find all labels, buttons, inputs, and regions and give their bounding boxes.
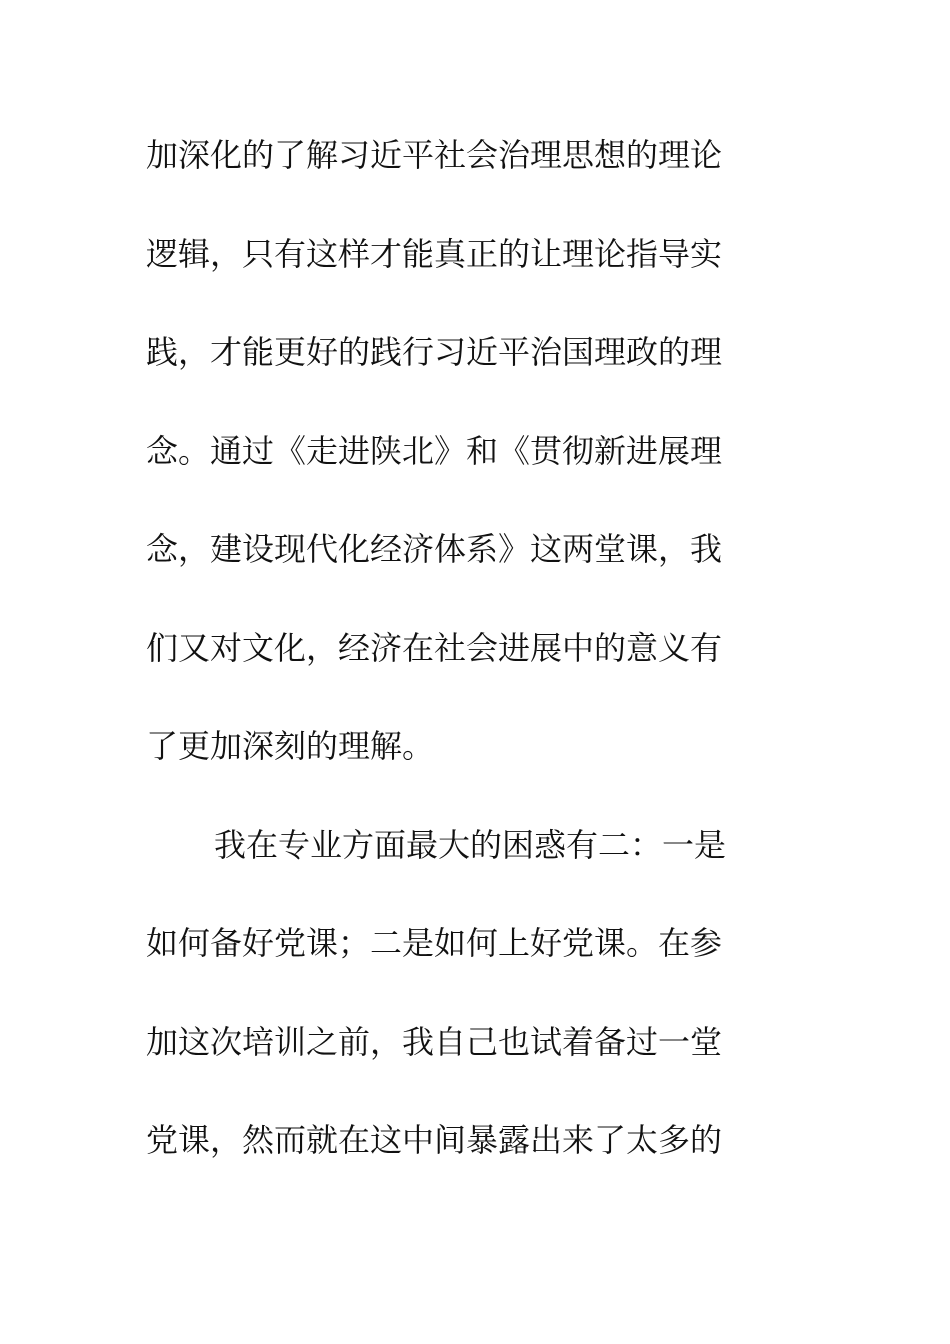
text-line: 了更加深刻的理解。 [146, 727, 435, 765]
text-line: 加深化的了解习近平社会治理思想的理论 [146, 136, 723, 174]
text-line: 念，建设现代化经济体系》这两堂课，我 [146, 530, 723, 568]
text-line: 们又对文化，经济在社会进展中的意义有 [146, 628, 723, 667]
text-line: 念。通过《走进陕北》和《贯彻新进展理 [146, 431, 723, 470]
body-text [146, 125, 786, 1209]
paragraph-first-line: 我在专业方面最大的困惑有二：一是 [214, 825, 727, 864]
text-line: 加这次培训之前，我自己也试着备过一堂 [146, 1022, 723, 1061]
text-line: 党课，然而就在这中间暴露出来了太多的 [146, 1121, 723, 1159]
text-line: 践，才能更好的践行习近平治国理政的理 [146, 333, 723, 371]
text-line: 逻辑，只有这样才能真正的让理论指导实 [146, 234, 723, 273]
text-line: 如何备好党课；二是如何上好党课。在参 [146, 924, 723, 962]
